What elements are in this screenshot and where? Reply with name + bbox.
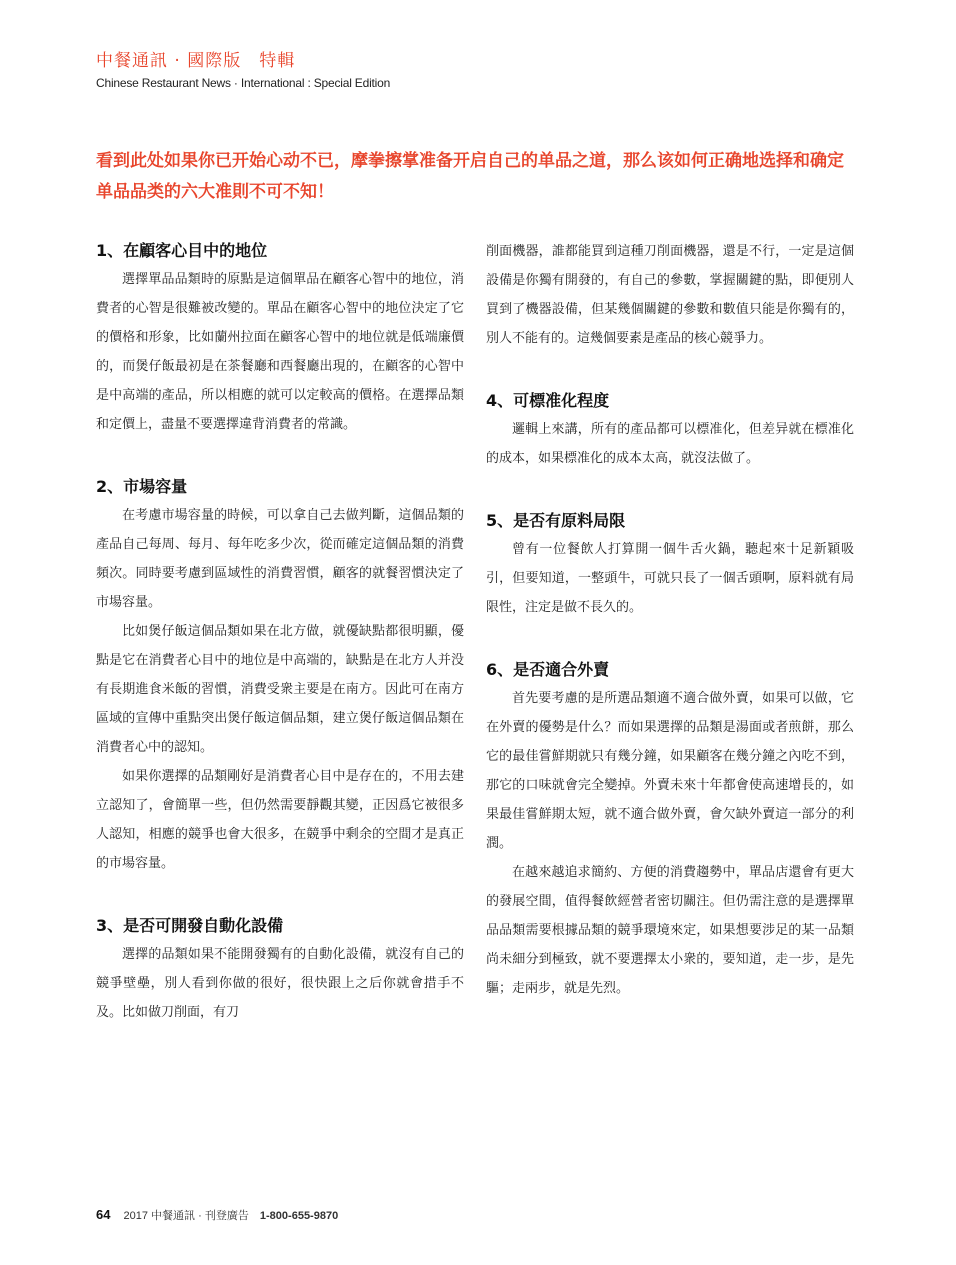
page-footer	[96, 1207, 338, 1223]
paragraph: 比如煲仔飯這個品類如果在北方做，就優缺點都很明顯，優點是它在消費者心目中的地位是中高端的，缺點是在北方人并没有長期進食米飯的習慣，消費受衆主要是在南方。因此可在南方區域的宣傳中重點突出煲仔飯這個品類，建立煲仔飯這個品類在消費者心中的認知。	[96, 624, 464, 755]
footer-phone: 1-800-655-9870	[259, 1210, 339, 1222]
section-standardization	[486, 387, 854, 473]
section-title: 6、是否適合外賣	[486, 660, 610, 679]
left-column	[96, 237, 464, 1027]
paragraph: 選擇單品品類時的原點是這個單品在顧客心智中的地位，消費者的心智是很難被改變的。單品在顧客心智中的地位決定了它的價格和形象，比如蘭州拉面在顧客心智中的地位就是低端廉價的，而煲仔飯最初是在茶餐廳和西餐廳出現的，在顧客的心智中是中高端的產品，所以相應的就可以定較高的價格。在選擇品類和定價上，盡量不要選擇違背消費者的常識。	[96, 272, 464, 432]
intro-paragraph: 看到此处如果你已开始心动不已，摩拳擦掌准备开启自己的单品之道，那么该如何正确地选择和确定单品品类的六大准則不可不知！	[96, 151, 844, 202]
section-raw-material-limits	[486, 507, 854, 622]
section-title: 3、是否可開發自動化設備	[96, 916, 284, 935]
publication-title-english: Chinese Restaurant News · International : Special Edition	[96, 76, 391, 90]
section-customer-position	[96, 237, 464, 439]
footer-text: 2017 中餐通訊 · 刊登廣告	[123, 1210, 249, 1222]
section-automation-continued	[486, 237, 854, 353]
section-market-capacity	[96, 473, 464, 878]
paragraph: 如果你選擇的品類剛好是消費者心目中是存在的，不用去建立認知了，會簡單一些，但仍然需要靜觀其變，正因爲它被很多人認知，相應的競爭也會大很多，在競爭中剩余的空間才是真正的市場容量。	[96, 769, 464, 871]
paragraph-start: 選擇的品類如果不能開發獨有的自動化設備，就沒有自己的競爭壁壘，別人看到你做的很好，很快跟上之后你就會措手不及。比如做刀削面，有刀	[96, 947, 464, 1020]
section-title: 1、在顧客心目中的地位	[96, 241, 268, 260]
paragraph: 在考慮市場容量的時候，可以拿自己去做判斷，這個品類的產品自己每周、每月、每年吃多少次，從而確定這個品類的消費頻次。同時要考慮到區域性的消費習慣，顧客的就餐習慣決定了市場容量。	[96, 508, 464, 610]
section-takeout-suitability	[486, 656, 854, 1003]
page-number: 64	[96, 1207, 111, 1222]
section-title: 2、市場容量	[96, 477, 188, 496]
section-title: 5、是否有原料局限	[486, 511, 626, 530]
paragraph: 邏輯上來講，所有的產品都可以標准化，但差异就在標准化的成本，如果標准化的成本太高，就沒法做了。	[486, 422, 854, 466]
paragraph-continued: 削面機器，誰都能買到這種刀削面機器，還是不行，一定是這個設備是你獨有開發的，有自己的參數，掌握關鍵的點，即便別人買到了機器設備，但某幾個關鍵的參數和數值只能是你獨有的，別人不能有的。這幾個要素是產品的核心競爭力。	[486, 244, 854, 346]
publication-title-chinese: 中餐通訊 · 國際版 特輯	[96, 51, 296, 71]
paragraph: 在越來越追求簡約、方便的消費趨勢中，單品店還會有更大的發展空間，值得餐飲經營者密切關注。但仍需注意的是選擇單品品類需要根據品類的競爭環境來定，如果想要涉足的某一品類尚未細分到極致，就不要選擇太小衆的，要知道，走一步，是先驅；走兩步，就是先烈。	[486, 865, 854, 996]
section-automation-equipment	[96, 912, 464, 1027]
right-column	[486, 237, 854, 1003]
paragraph: 曾有一位餐飲人打算開一個牛舌火鍋，聽起來十足新穎吸引，但要知道，一整頭牛，可就只長了一個舌頭啊，原料就有局限性，注定是做不長久的。	[486, 542, 854, 615]
section-title: 4、可標准化程度	[486, 391, 610, 410]
paragraph: 首先要考慮的是所選品類適不適合做外賣，如果可以做，它在外賣的優勢是什么？而如果選擇的品類是湯面或者煎餅，那么它的最佳嘗鮮期就只有幾分鐘，如果顧客在幾分鐘之內吃不到，那它的口味就會完全變掉。外賣未來十年都會使高速增長的，如果最佳嘗鮮期太短，就不適合做外賣，會欠缺外賣這一部分的利潤。	[486, 691, 854, 851]
